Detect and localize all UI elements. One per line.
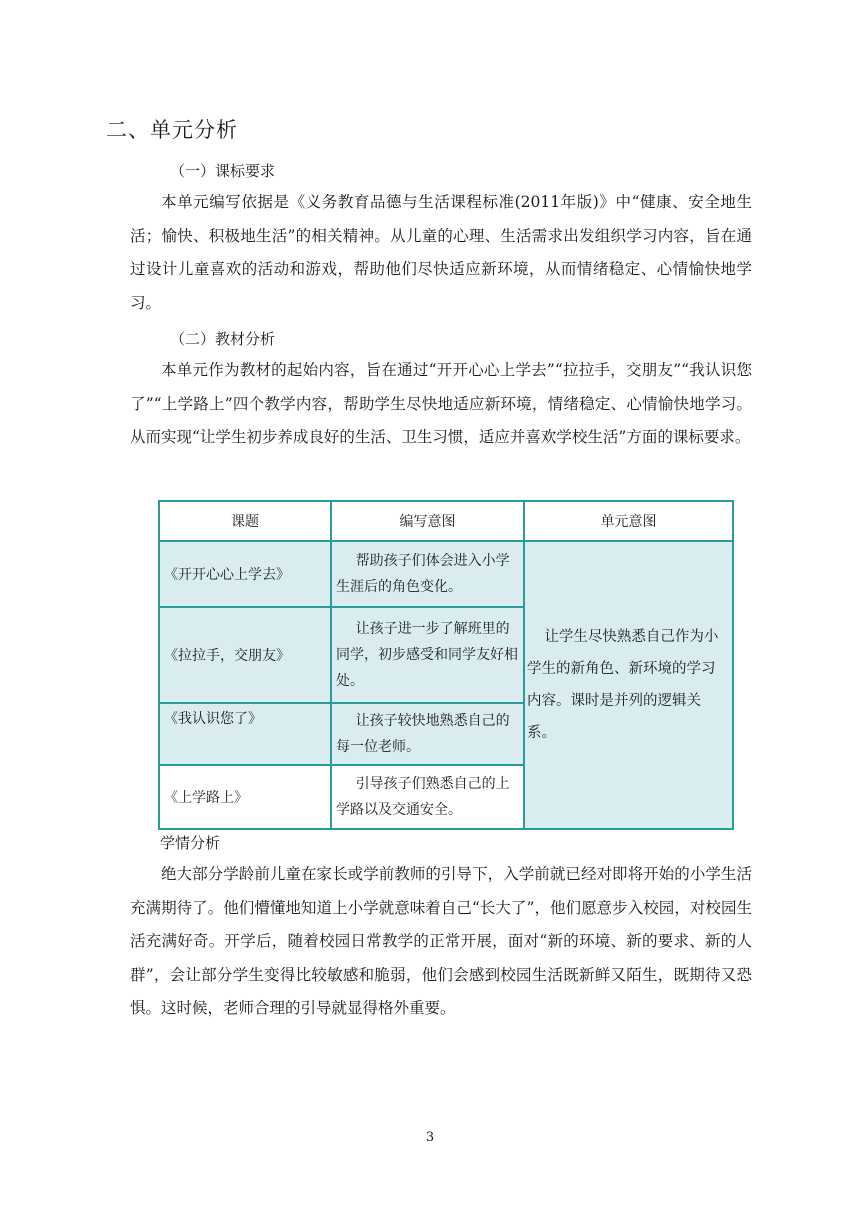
section-title: 二、单元分析: [106, 118, 238, 142]
lesson-table: [158, 500, 734, 830]
textbook-paragraph: 本单元作为教材的起始内容，旨在通过“开开心心上学去”“拉拉手，交朋友”“我认识您了”“上学路上”四个教学内容，帮助学生尽快地适应新环境，情绪稳定、心情愉快地学习。从而实现“让学生初步养成良好的生活、卫生习惯，适应并喜欢学校生活”方面的课标要求。: [130, 361, 752, 446]
row-intent: 帮助孩子们体会进入小学生涯后的角色变化。: [331, 541, 524, 607]
row-intent: 让孩子较快地熟悉自己的每一位老师。: [331, 703, 524, 765]
row-topic: 《拉拉手，交朋友》: [159, 607, 331, 703]
page-number: 3: [425, 1130, 435, 1145]
textbook-heading: （二）教材分析: [170, 330, 276, 348]
row-topic: 《开开心心上学去》: [159, 541, 331, 607]
header-intent: 编写意图: [331, 501, 524, 541]
learning-paragraph: 绝大部分学龄前儿童在家长或学前教师的引导下，入学前就已经对即将开始的小学生活充满期待了。他们懵懂地知道上小学就意味着自己“长大了”，他们愿意步入校园，对校园生活充满好奇。开学后，随着校园日常教学的正常开展，面对“新的环境、新的要求、新的人群”，会让部分学生变得比较敏感和脆弱，他们会感到校园生活既新鲜又陌生，既期待又恐惧。这时候，老师合理的引导就显得格外重要。: [130, 865, 752, 1017]
table-row: [159, 541, 733, 607]
row-intent: 让孩子进一步了解班里的同学，初步感受和同学友好相处。: [331, 607, 524, 703]
table-header-row: [159, 501, 733, 541]
row-topic: 《上学路上》: [159, 765, 331, 829]
unit-intent-cell: 让学生尽快熟悉自己作为小学生的新角色、新环境的学习内容。课时是并列的逻辑关系。: [524, 541, 733, 829]
row-topic: 《我认识您了》: [159, 703, 331, 765]
learning-heading: 学情分析: [160, 834, 221, 852]
curriculum-paragraph: 本单元编写依据是《义务教育品德与生活课程标准(2011年版)》中“健康、安全地生活；愉快、积极地生活”的相关精神。从儿童的心理、生活需求出发组织学习内容，旨在通过设计儿童喜欢的活动和游戏，帮助他们尽快适应新环境，从而情绪稳定、心情愉快地学习。: [130, 193, 752, 312]
row-intent: 引导孩子们熟悉自己的上学路以及交通安全。: [331, 765, 524, 829]
curriculum-heading: （一）课标要求: [170, 162, 276, 180]
header-unit-intent: 单元意图: [524, 501, 733, 541]
header-topic: 课题: [159, 501, 331, 541]
